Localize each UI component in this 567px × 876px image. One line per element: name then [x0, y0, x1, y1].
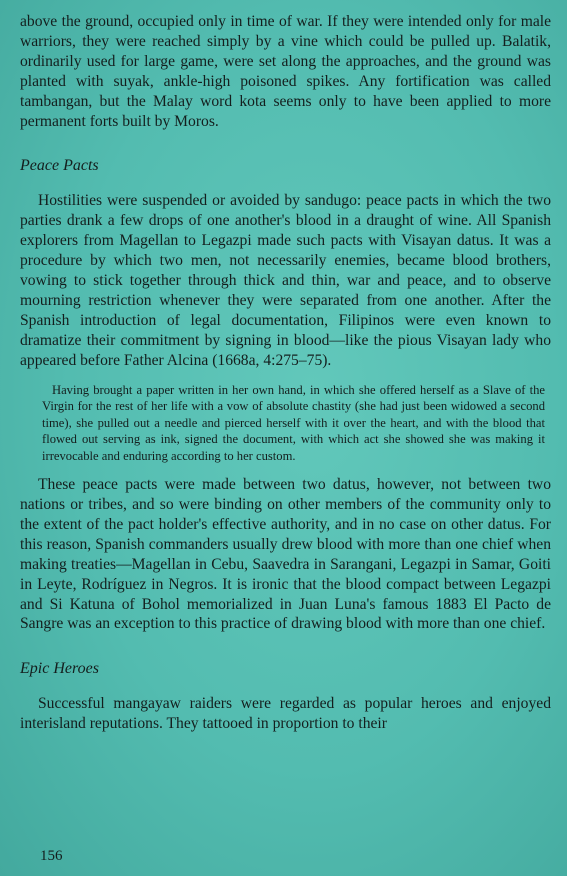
peace-pacts-paragraph-2: These peace pacts were made between two datus, however, not between two nations or tribes, and so were binding on other members of the community only to the extent of the pact holder's effective authority, and in no case on other datus. For this reason, Spanish commanders usually drew blood with more than one chief when making treaties—Magellan in Cebu, Saavedra in Sarangani, Legazpi in Samar, Goiti in Leyte, Rodríguez in Negros. It is ironic that the blood compact between Legazpi and Si Katuna of Bohol memorialized in Juan Luna's famous 1883 El Pacto de Sangre was an exception to this practice of drawing blood with more than one chief. — [20, 476, 551, 633]
section-heading-peace-pacts: Peace Pacts — [20, 157, 99, 175]
page-number: 156 — [40, 848, 63, 864]
section-heading-epic-heroes: Epic Heroes — [20, 660, 99, 678]
block-quote: Having brought a paper written in her own hand, in which she offered herself as a Slave of the Virgin for the rest of her life with a vow of absolute chastity (she had just been widowed a second time), she pulled out a needle and pierced herself with it over the heart, and with the blood that flowed out serving as ink, signed the document, with which act she showed she was making it irrevocable and enduring according to her custom. — [42, 382, 545, 463]
intro-paragraph: above the ground, occupied only in time of war. If they were intended only for male warriors, they were reached simply by a vine which could be pulled up. Balatik, ordinarily used for large game, were set along the approaches, and the ground was planted with suyak, ankle-high poisoned spikes. Any fortification was called tambangan, but the Malay word kota seems only to have been applied to more permanent forts built by Moros. — [20, 13, 551, 130]
peace-pacts-paragraph-1: Hostilities were suspended or avoided by sandugo: peace pacts in which the two parties drank a few drops of one another's blood in a draught of wine. All Spanish explorers from Magellan to Legazpi made such pacts with Visayan datus. It was a procedure by which two men, not necessarily enemies, became blood brothers, vowing to stick together through thick and thin, war and peace, and to observe mourning restriction whenever they were separated from one another. After the Spanish introduction of legal documentation, Filipinos were even known to dramatize their commitment by signing in blood—like the pious Visayan lady who appeared before Father Alcina (1668a, 4:275–75). — [20, 192, 551, 369]
epic-heroes-paragraph-1: Successful mangayaw raiders were regarded as popular heroes and enjoyed interisland reputations. They tattooed in proportion to their — [20, 695, 551, 733]
